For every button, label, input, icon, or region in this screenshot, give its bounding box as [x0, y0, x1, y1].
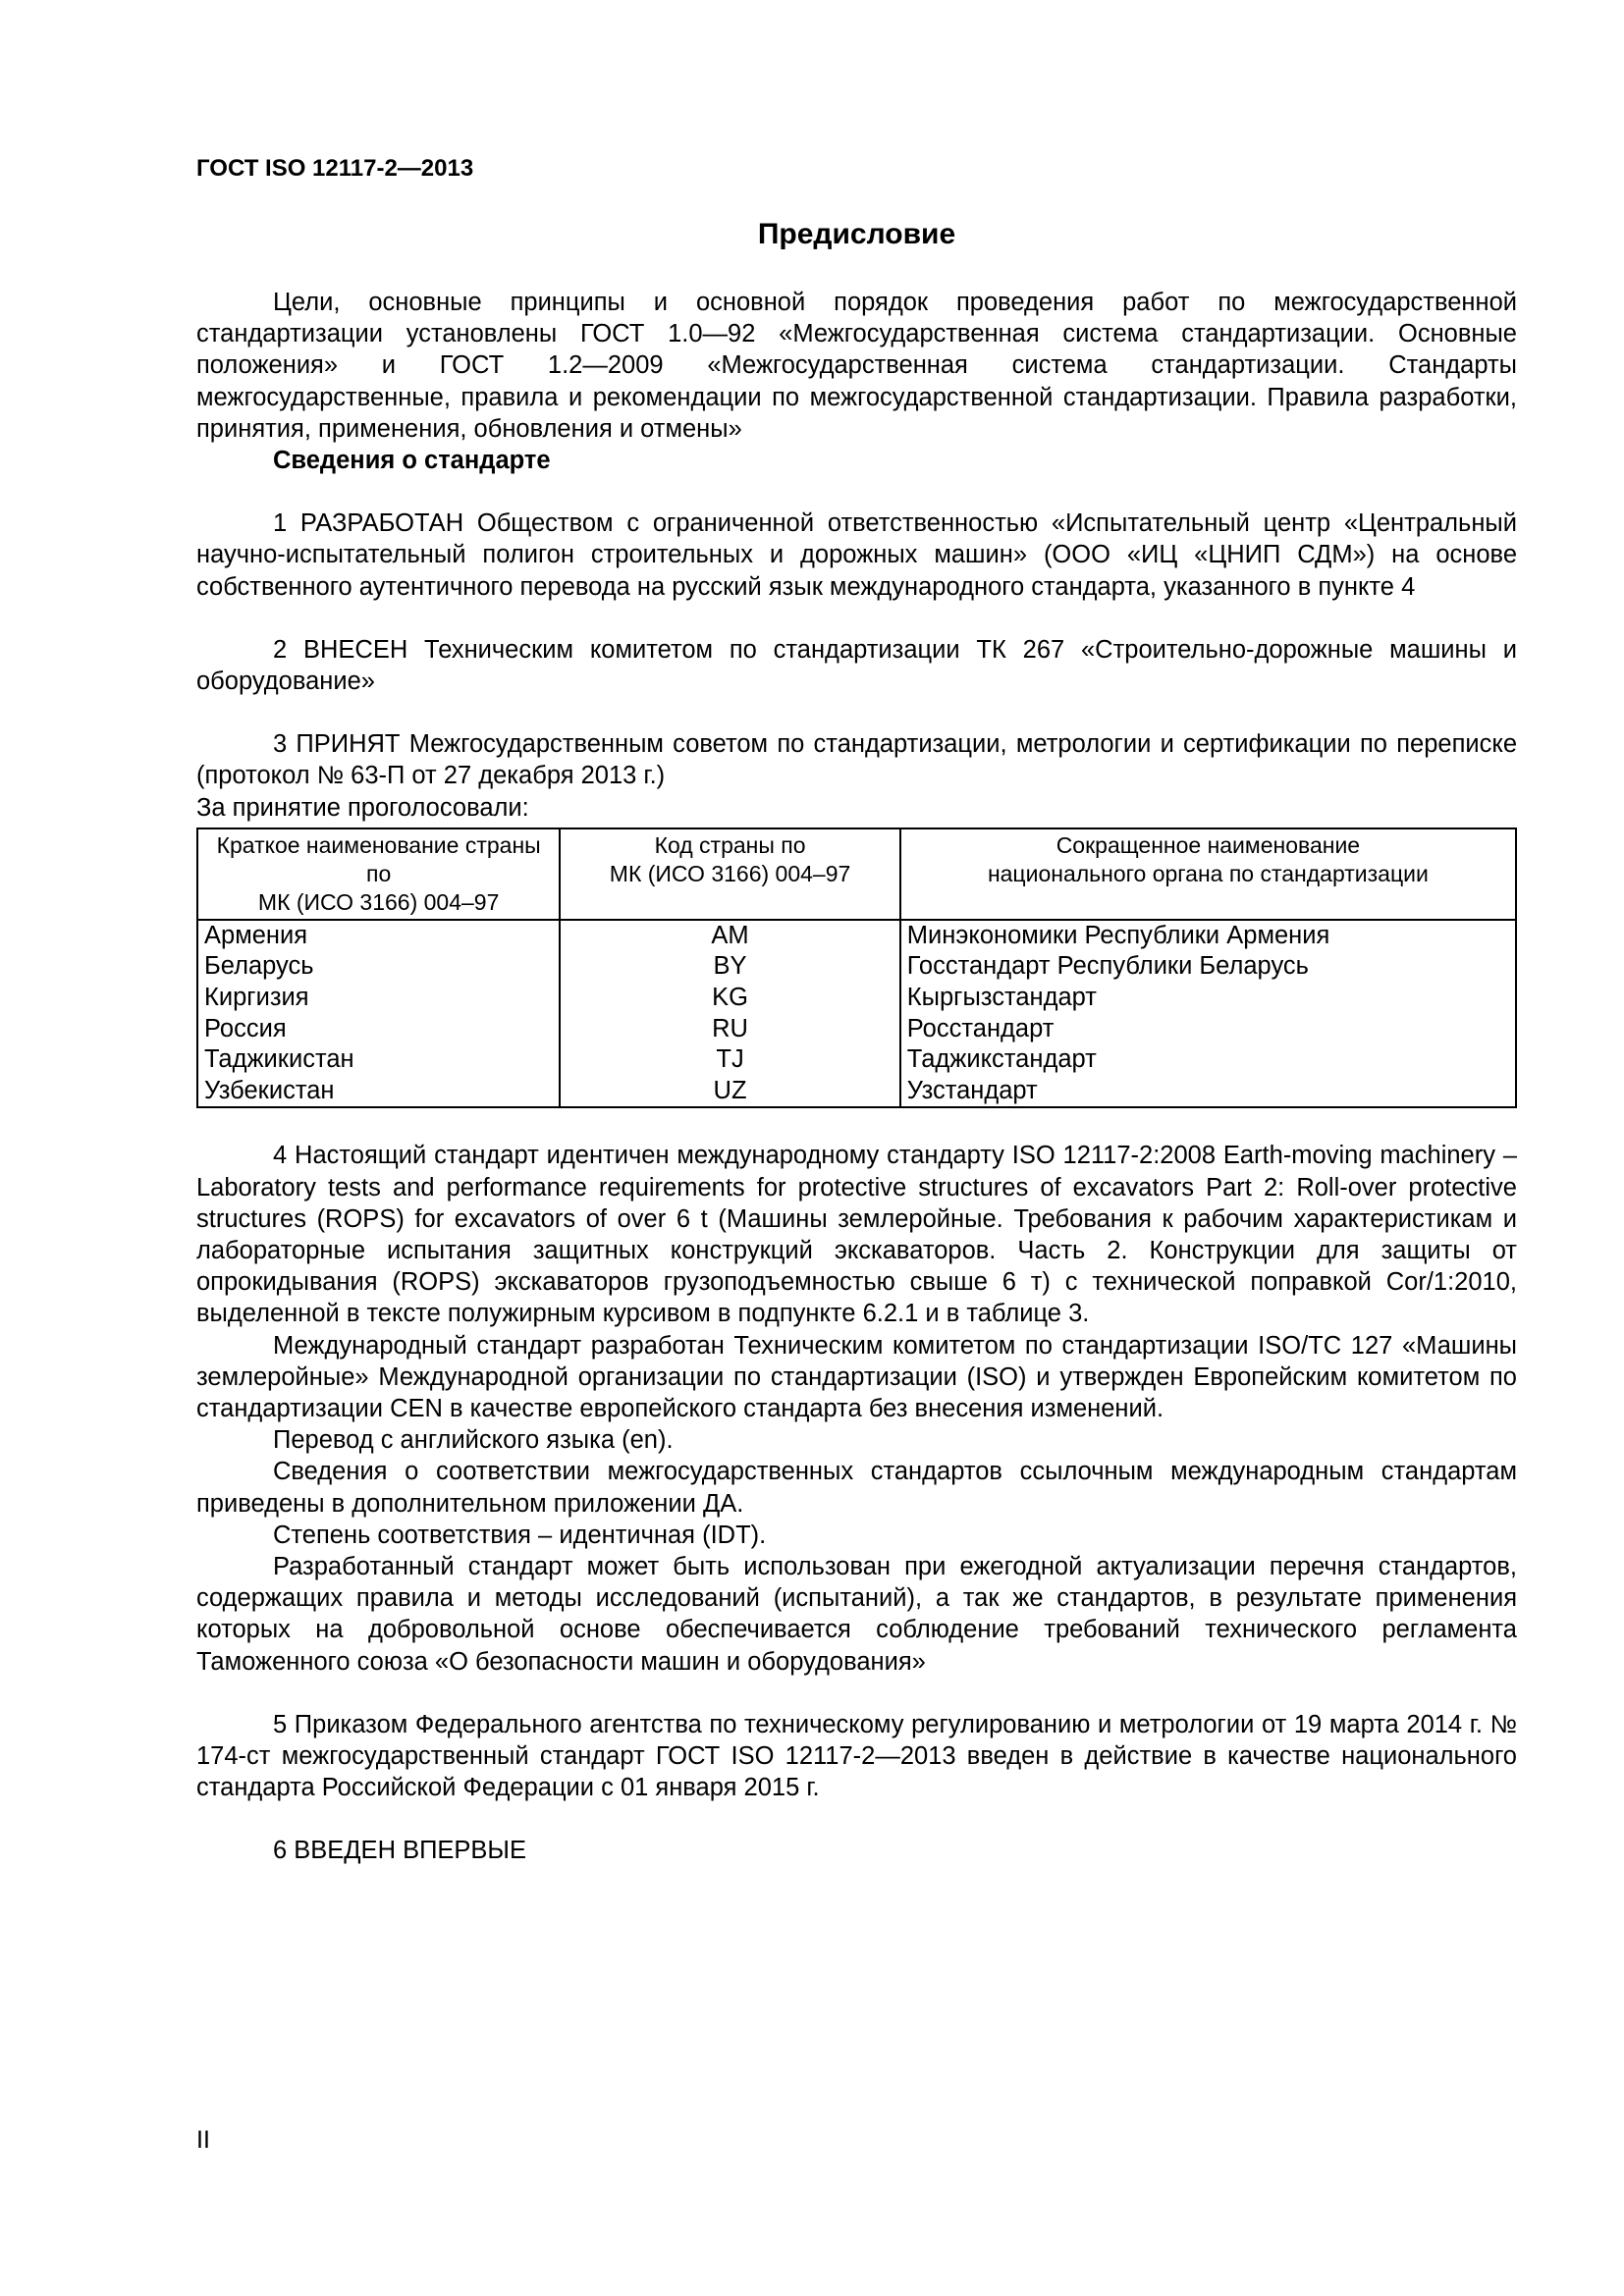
code-cell: RU: [560, 1014, 899, 1045]
vote-caption: За принятие проголосовали:: [196, 793, 529, 822]
header-code-line2: МК (ИСО 3166) 004–97: [609, 860, 851, 886]
item-4: 4 Настоящий стандарт идентичен международному стандарту ISO 12117-2:2008 Earth-moving machinery – Laboratory tests and performance requirements for protective structures of excavators Part 2: Roll-over protective structures (ROPS) for excavators of over 6 t (Машины землеройные. Требования к рабочим характеристикам и лабораторные испытания защитных конструкций экскаваторов. Часть 2. Конструкции для защиты от опрокидывания (ROPS) экскаваторов грузоподъемностью свыше 6 т) с технической поправкой Cor/1:2010, выделенной в тексте полужирным курсивом в подпункте 6.2.1 и в таблице 3.: [196, 1142, 1517, 1328]
country-cell: Россия: [197, 1014, 560, 1045]
item-4-paragraph-2: Международный стандарт разработан Техническим комитетом по стандартизации ISO/TC 127 «Машины землеройные» Международной организации по стандартизации (ISO) и утвержден Европейским комитетом по стандартизации CEN в качестве европейского стандарта без внесения изменений.: [196, 1331, 1517, 1423]
body-cell: Кыргызстандарт: [900, 983, 1516, 1014]
body-cell: Таджикстандарт: [900, 1044, 1516, 1076]
table-header-country: [197, 828, 560, 920]
code-cell: KG: [560, 983, 899, 1014]
body-cell: Росстандарт: [900, 1014, 1516, 1045]
body-cell: Минэкономики Республики Армения: [900, 920, 1516, 952]
country-cell: Киргизия: [197, 983, 560, 1014]
item-2: 2 ВНЕСЕН Техническим комитетом по стандартизации ТК 267 «Строительно-дорожные машины и оборудование»: [196, 635, 1517, 696]
code-cell: TJ: [560, 1044, 899, 1076]
country-cell: Узбекистан: [197, 1076, 560, 1108]
header-country-line1: Краткое наименование страны по: [216, 831, 541, 886]
item-4-paragraph-3: Перевод с английского языка (en).: [273, 1426, 674, 1455]
body-cell: Узстандарт: [900, 1076, 1516, 1108]
header-code-line1: Код страны по: [654, 831, 806, 858]
item-4-paragraph-4: Сведения о соответствии межгосударственных стандартов ссылочным международным стандартам приведены в дополнительном приложении ДА.: [196, 1458, 1517, 1518]
table-row: [197, 1076, 1516, 1108]
table-row: [197, 920, 1516, 952]
item-6: 6 ВВЕДЕН ВПЕРВЫЕ: [273, 1837, 527, 1865]
table-header-body: [900, 828, 1516, 920]
item-3: 3 ПРИНЯТ Межгосударственным советом по стандартизации, метрологии и сертификации по переписке (протокол № 63-П от 27 декабря 2013 г.): [196, 730, 1517, 790]
item-4-paragraph-5: Степень соответствия – идентичная (IDT).: [273, 1521, 767, 1549]
code-cell: BY: [560, 951, 899, 983]
intro-paragraph: Цели, основные принципы и основной порядок проведения работ по межгосударственной стандартизации установлены ГОСТ 1.0—92 «Межгосударственная система стандартизации. Основные положения» и ГОСТ 1.2—2009 «Межгосударственная система стандартизации. Стандарты межгосударственные, правила и рекомендации по межгосударственной стандартизации. Правила разработки, принятия, применения, обновления и отмены»: [196, 289, 1517, 443]
header-body-line2: национального органа по стандартизации: [987, 860, 1429, 886]
country-cell: Беларусь: [197, 951, 560, 983]
standard-info-heading: Сведения о стандарте: [273, 447, 551, 475]
table-header-row: [197, 828, 1516, 920]
page-number: II: [196, 2126, 210, 2154]
code-cell: AM: [560, 920, 899, 952]
item-1: 1 РАЗРАБОТАН Обществом с ограниченной ответственностью «Испытательный центр «Центральный научно-испытательный полигон строительных и дорожных машин» (ООО «ИЦ «ЦНИП СДМ») на основе собственного аутентичного перевода на русский язык международного стандарта, указанного в пункте 4: [196, 509, 1517, 601]
document-body: [196, 287, 1517, 1867]
table-row: [197, 1014, 1516, 1045]
country-cell: Армения: [197, 920, 560, 952]
code-cell: UZ: [560, 1076, 899, 1108]
voting-table: [196, 828, 1517, 1109]
table-row: [197, 983, 1516, 1014]
body-cell: Госстандарт Республики Беларусь: [900, 951, 1516, 983]
table-header-code: [560, 828, 899, 920]
item-5: 5 Приказом Федерального агентства по техническому регулированию и метрологии от 19 марта 2014 г. № 174-ст межгосударственный стандарт ГОСТ ISO 12117-2—2013 введен в действие в качестве национального стандарта Российской Федерации с 01 января 2015 г.: [196, 1710, 1517, 1802]
header-country-line2: МК (ИСО 3166) 004–97: [257, 888, 500, 915]
table-row: [197, 1044, 1516, 1076]
item-4-paragraph-6: Разработанный стандарт может быть использован при ежегодной актуализации перечня стандартов, содержащих правила и методы исследований (испытаний), а так же стандартов, в результате применения которых на добровольной основе обеспечивается соблюдение требований технического регламента Таможенного союза «О безопасности машин и оборудования»: [196, 1553, 1517, 1676]
table-row: [197, 951, 1516, 983]
header-body-line1: Сокращенное наименование: [1056, 831, 1361, 858]
document-page: [196, 0, 1517, 2296]
page-title: Предисловие: [757, 218, 956, 250]
document-header: ГОСТ ISO 12117-2—2013: [196, 155, 474, 182]
country-cell: Таджикистан: [197, 1044, 560, 1076]
